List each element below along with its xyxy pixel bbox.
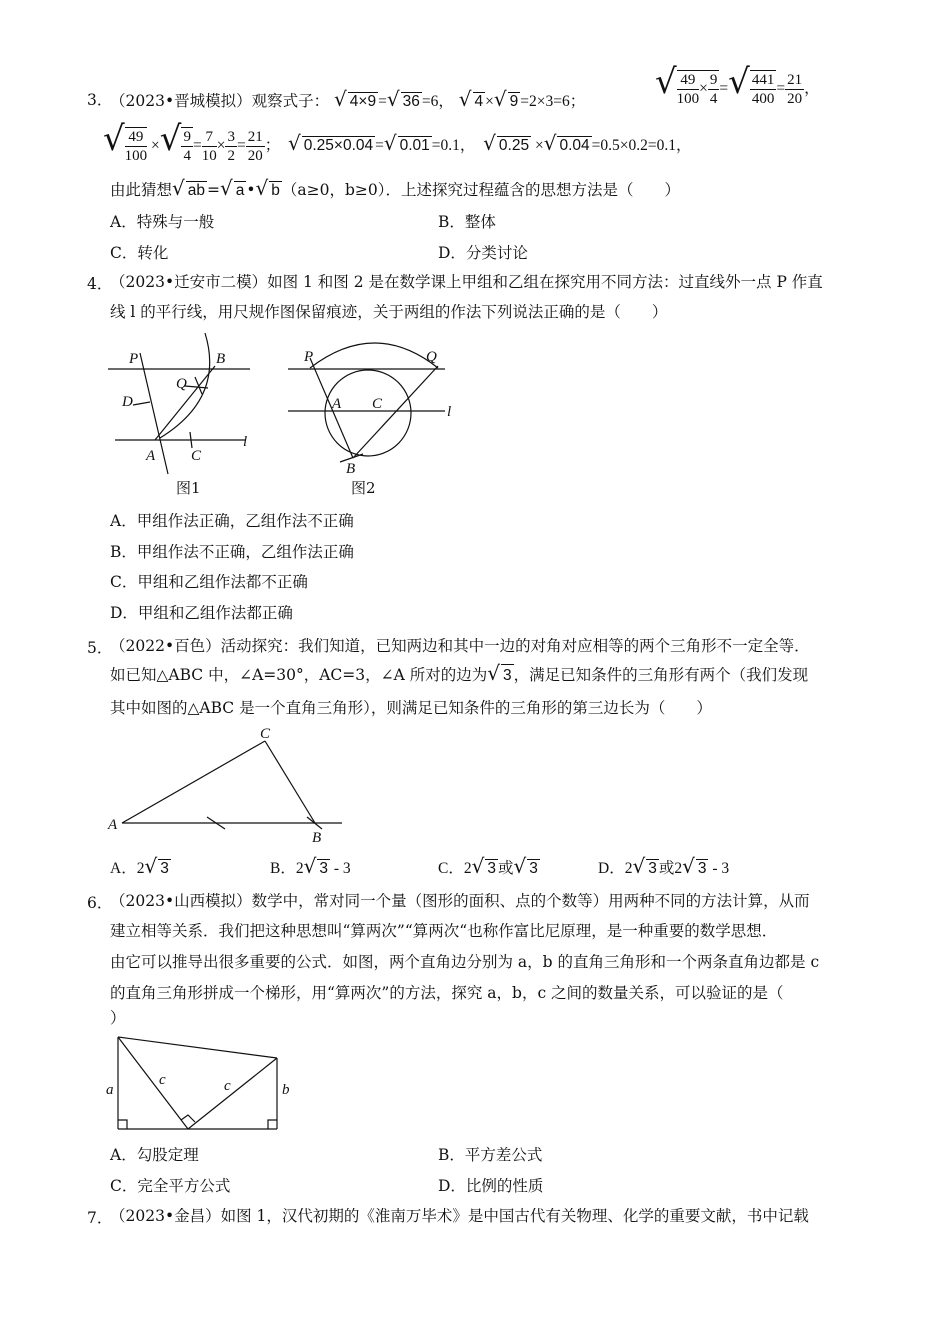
fig1-label-a: A bbox=[146, 448, 156, 464]
fig2-label-l: l bbox=[447, 404, 452, 420]
q6-option-d[interactable]: D．比例的性质 bbox=[438, 1177, 544, 1195]
q5-line1: （2022•百色）活动探究：我们知道，已知两边和其中一边的对角对应相等的两个三角形不一定全等． bbox=[110, 637, 810, 655]
fig2-label-p: P bbox=[304, 349, 314, 365]
q4-option-b[interactable]: B．甲组作法不正确，乙组作法正确 bbox=[110, 543, 354, 561]
q6-label-b: b bbox=[282, 1082, 290, 1098]
fig1-label-q: Q bbox=[176, 376, 187, 392]
q4-line2: 线 l 的平行线，用尺规作图保留痕迹，关于两组的作法下列说法正确的是（ ） bbox=[110, 303, 668, 321]
q4-line1: （2023•迁安市二模）如图 1 和图 2 是在数学课上甲组和乙组在探究用不同方法：过直线外一点 P 作直 bbox=[110, 273, 823, 291]
q3-line1 bbox=[110, 87, 585, 111]
q6-label-c1: c bbox=[159, 1072, 166, 1088]
q3-source: （2023•晋城模拟） bbox=[110, 92, 252, 110]
q6-option-a[interactable]: A．勾股定理 bbox=[110, 1146, 199, 1164]
q5-figure bbox=[100, 722, 360, 847]
fig2-label-q: Q bbox=[426, 349, 437, 365]
q7-line1: （2023•金昌）如图 1，汉代初期的《淮南万毕术》是中国古代有关物理、化学的重要文献，书中记载 bbox=[110, 1207, 809, 1225]
q6-label-c2: c bbox=[224, 1078, 231, 1094]
q5-option-d[interactable]: D．2√ 3 或2√ 3 - 3 bbox=[598, 854, 730, 878]
q5-label-a: A bbox=[108, 817, 118, 833]
fig2-label-c: C bbox=[372, 396, 383, 412]
fig1-label-p: P bbox=[129, 351, 139, 367]
q5-label-b: B bbox=[312, 830, 322, 846]
q6-line2: 建立相等关系．我们把这种思想叫“算两次”“算两次“也称作富比尼原理，是一种重要的数学思想． bbox=[110, 922, 778, 940]
q6-line4: 的直角三角形拼成一个梯形，用“算两次”的方法，探究 a，b，c 之间的数量关系，可以验证的是（ bbox=[110, 984, 784, 1002]
question-number: 5． bbox=[87, 639, 113, 657]
q6-label-a: a bbox=[106, 1082, 114, 1098]
q3-expr1: √ 4×9 =√ 36 =6， bbox=[334, 87, 454, 111]
q3-expr3: √ $\frac{49}{100}$ × $\frac{9}{4}$ =√ $\frac{441}{400}$ = $\frac{21}{20}$ ， bbox=[655, 62, 820, 107]
question-number: 6． bbox=[87, 894, 113, 912]
q5-line2: 如已知△ABC 中，∠A=30°，AC=3，∠A 所对的边为√ 3 ，满足已知条件的三角形有两个（我们发现 bbox=[110, 661, 809, 685]
fig1-label-l: l bbox=[243, 434, 248, 450]
q3-option-c[interactable]: C．转化 bbox=[110, 244, 169, 262]
question-number: 7． bbox=[87, 1209, 113, 1227]
q6-line1: （2023•山西模拟）数学中，常对同一个量（图形的面积、点的个数等）用两种不同的方法计算，从而 bbox=[110, 892, 810, 910]
q6-option-c[interactable]: C．完全平方公式 bbox=[110, 1177, 231, 1195]
q3-line3: 由此猜想√ ab =√ a •√ b （a≥0，b≥0）．上述探究过程蕴含的思想方法是（ ） bbox=[110, 176, 681, 200]
q5-option-c[interactable]: C．2√ 3 或√ 3 bbox=[438, 854, 538, 878]
q4-figures bbox=[100, 328, 480, 503]
fig1-label-b: B bbox=[216, 351, 226, 367]
q3-expr2: √ 4 ×√ 9 =2×3=6； bbox=[458, 87, 586, 111]
question-number: 3． bbox=[87, 91, 113, 109]
q5-option-b[interactable]: B．2√ 3 - 3 bbox=[270, 854, 351, 878]
q6-figure bbox=[100, 1032, 300, 1132]
q5-label-c: C bbox=[260, 726, 271, 742]
q6-line5: ） bbox=[110, 1009, 126, 1027]
fig2-caption: 图2 bbox=[351, 479, 376, 497]
fig1-caption: 图1 bbox=[176, 479, 201, 497]
fig2-label-a: A bbox=[332, 396, 342, 412]
q3-option-d[interactable]: D．分类讨论 bbox=[438, 244, 528, 262]
q3-intro: 观察式子： bbox=[251, 92, 330, 110]
q5-option-a[interactable]: A．2√ 3 bbox=[110, 854, 169, 878]
fig1-label-c: C bbox=[191, 448, 202, 464]
fig2-label-b: B bbox=[346, 461, 356, 477]
q3-option-b[interactable]: B．整体 bbox=[438, 213, 496, 231]
q4-option-a[interactable]: A．甲组作法正确，乙组作法不正确 bbox=[110, 512, 354, 530]
q4-option-d[interactable]: D．甲组和乙组作法都正确 bbox=[110, 604, 293, 622]
q6-line3: 由它可以推导出很多重要的公式．如图，两个直角边分别为 a，b 的直角三角形和一个两条直角边都是 c bbox=[110, 953, 820, 971]
q3-line2: √ $\frac{49}{100}$ ×√ $\frac{9}{4}$ = $\frac{7}{10}$ × $\frac{3}{2}$ = $\frac{21}{20}$ ； √ 0.25×0.04 =√ 0.01 =0.1， √ 0.25 ×√ 0.04 =0.5×0.2=0.1， bbox=[103, 119, 692, 164]
fig1-label-d: D bbox=[122, 394, 133, 410]
q4-option-c[interactable]: C．甲组和乙组作法都不正确 bbox=[110, 573, 308, 591]
q5-line3: 其中如图的△ABC 是一个直角三角形），则满足已知条件的三角形的第三边长为（ ） bbox=[110, 699, 712, 717]
q6-option-b[interactable]: B．平方差公式 bbox=[438, 1146, 543, 1164]
question-number: 4． bbox=[87, 275, 113, 293]
q3-option-a[interactable]: A．特殊与一般 bbox=[110, 213, 215, 231]
